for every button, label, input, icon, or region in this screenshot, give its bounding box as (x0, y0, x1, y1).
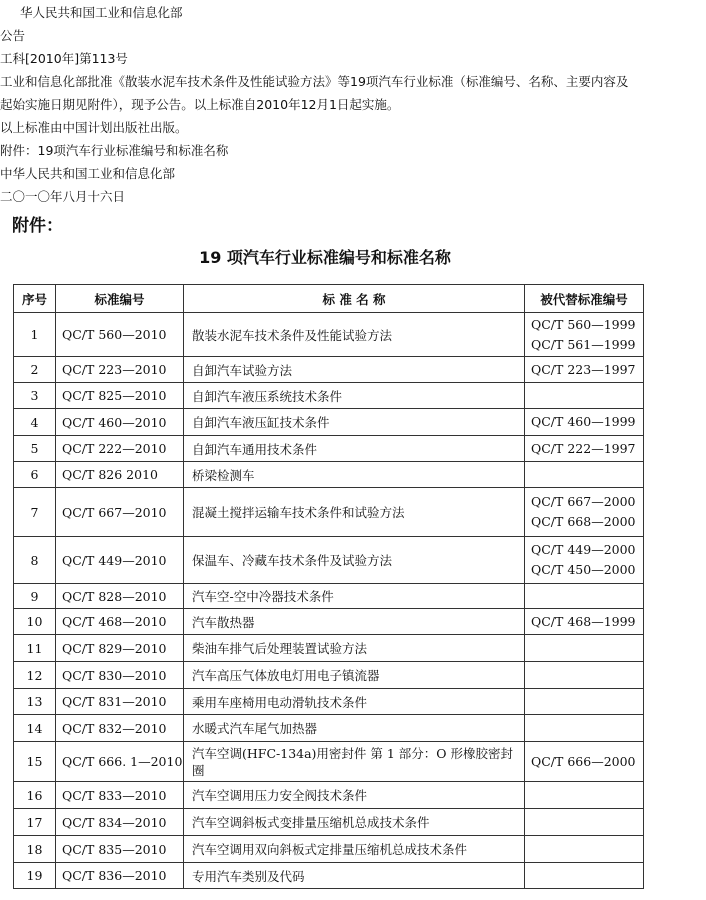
table-row (14, 863, 644, 889)
standard-name: 乘用车座椅用电动滑轨技术条件 (184, 689, 525, 715)
table-row (14, 436, 644, 462)
date-line: 二〇一〇年八月十六日 (0, 189, 126, 204)
row-number: 5 (14, 436, 56, 462)
row-number: 14 (14, 715, 56, 742)
table-row (14, 462, 644, 488)
standard-code: QC/T 222—2010 (56, 436, 184, 462)
row-number: 4 (14, 409, 56, 436)
replaced-standards (525, 357, 644, 383)
row-number: 18 (14, 836, 56, 863)
standard-code: QC/T 836—2010 (56, 863, 184, 889)
table-row (14, 782, 644, 809)
replaced-standards (525, 488, 644, 537)
replaced-standard-code: QC/T 561—1999 (531, 336, 636, 352)
table-row (14, 383, 644, 409)
row-number: 19 (14, 863, 56, 889)
standard-code: QC/T 825—2010 (56, 383, 184, 409)
table-row (14, 809, 644, 836)
table-row (14, 836, 644, 863)
replaced-standard-code: QC/T 222—1997 (531, 440, 636, 456)
standard-code: QC/T 828—2010 (56, 584, 184, 609)
standard-name: 汽车空调斜板式变排量压缩机总成技术条件 (184, 809, 525, 836)
standard-code: QC/T 833—2010 (56, 782, 184, 809)
row-number: 12 (14, 662, 56, 689)
table-row (14, 742, 644, 782)
standard-name: 汽车空调用压力安全阀技术条件 (184, 782, 525, 809)
row-number: 1 (14, 313, 56, 357)
standard-name: 保温车、冷藏车技术条件及试验方法 (184, 537, 525, 584)
table-row (14, 409, 644, 436)
replaced-standard-code: QC/T 468—1999 (531, 613, 636, 629)
body-line-1: 工业和信息化部批准《散装水泥车技术条件及性能试验方法》等19项汽车行业标准（标准编号、名称、主要内容及 (0, 74, 629, 89)
replaced-standards (525, 635, 644, 662)
replaced-standards (525, 436, 644, 462)
table-row (14, 715, 644, 742)
row-number: 13 (14, 689, 56, 715)
table-row (14, 584, 644, 609)
row-number: 9 (14, 584, 56, 609)
standard-name: 汽车高压气体放电灯用电子镇流器 (184, 662, 525, 689)
standard-code: QC/T 830—2010 (56, 662, 184, 689)
standard-name: 散装水泥车技术条件及性能试验方法 (184, 313, 525, 357)
row-number: 8 (14, 537, 56, 584)
row-number: 17 (14, 809, 56, 836)
standard-code: QC/T 832—2010 (56, 715, 184, 742)
announcement-type: 公告 (0, 28, 26, 43)
table-title: 19 项汽车行业标准编号和标准名称 (199, 248, 451, 267)
standard-name: 汽车空-空中冷器技术条件 (184, 584, 525, 609)
header-replaced: 被代替标准编号 (525, 285, 644, 313)
standard-code: QC/T 449—2010 (56, 537, 184, 584)
table-body (14, 313, 644, 889)
replaced-standards (525, 836, 644, 863)
standard-name: 自卸汽车液压系统技术条件 (184, 383, 525, 409)
table-row (14, 635, 644, 662)
row-number: 3 (14, 383, 56, 409)
table-row (14, 488, 644, 537)
standard-name: 桥梁检测车 (184, 462, 525, 488)
table-header-row (14, 285, 644, 313)
table-row (14, 357, 644, 383)
row-number: 16 (14, 782, 56, 809)
replaced-standards (525, 462, 644, 488)
table-row (14, 689, 644, 715)
standard-name: 专用汽车类别及代码 (184, 863, 525, 889)
standard-code: QC/T 223—2010 (56, 357, 184, 383)
replaced-standard-code: QC/T 667—2000 (531, 494, 636, 509)
standard-code: QC/T 468—2010 (56, 609, 184, 635)
standard-name: 自卸汽车试验方法 (184, 357, 525, 383)
standard-code: QC/T 831—2010 (56, 689, 184, 715)
row-number: 10 (14, 609, 56, 635)
replaced-standard-code: QC/T 449—2000 (531, 542, 636, 557)
standard-code: QC/T 666. 1—2010 (56, 742, 184, 782)
table-row (14, 662, 644, 689)
replaced-standards (525, 782, 644, 809)
standard-name: 水暖式汽车尾气加热器 (184, 715, 525, 742)
replaced-standards (525, 742, 644, 782)
header-name: 标 准 名 称 (184, 285, 525, 313)
replaced-standard-code: QC/T 666—2000 (531, 753, 636, 769)
standard-code: QC/T 560—2010 (56, 313, 184, 357)
issuer-line: 华人民共和国工业和信息化部 (20, 5, 183, 20)
replaced-standard-code: QC/T 560—1999 (531, 316, 636, 332)
standard-name: 汽车散热器 (184, 609, 525, 635)
standard-name: 柴油车排气后处理装置试验方法 (184, 635, 525, 662)
standard-name: 自卸汽车液压缸技术条件 (184, 409, 525, 436)
row-number: 7 (14, 488, 56, 537)
standard-name: 汽车空调用双向斜板式定排量压缩机总成技术条件 (184, 836, 525, 863)
replaced-standards (525, 584, 644, 609)
standard-code: QC/T 829—2010 (56, 635, 184, 662)
standard-code: QC/T 826 2010 (56, 462, 184, 488)
replaced-standards (525, 409, 644, 436)
replaced-standard-code: QC/T 460—1999 (531, 414, 636, 429)
body-line-2: 起始实施日期见附件），现予公告。以上标准自2010年12月1日起实施。 (0, 97, 400, 112)
row-number: 11 (14, 635, 56, 662)
replaced-standard-code: QC/T 223—1997 (531, 361, 636, 377)
publisher-line: 以上标准由中国计划出版社出版。 (0, 120, 188, 135)
table-row (14, 609, 644, 635)
standard-code: QC/T 834—2010 (56, 809, 184, 836)
replaced-standards (525, 689, 644, 715)
signer-line: 中华人民共和国工业和信息化部 (0, 166, 176, 181)
standard-code: QC/T 460—2010 (56, 409, 184, 436)
table-row (14, 537, 644, 584)
replaced-standard-code: QC/T 668—2000 (531, 514, 636, 529)
row-number: 15 (14, 742, 56, 782)
standard-name: 自卸汽车通用技术条件 (184, 436, 525, 462)
replaced-standards (525, 313, 644, 357)
replaced-standards (525, 809, 644, 836)
standard-name: 混凝土搅拌运输车技术条件和试验方法 (184, 488, 525, 537)
standard-code: QC/T 667—2010 (56, 488, 184, 537)
header-code: 标准编号 (56, 285, 184, 313)
attachment-line: 附件：19项汽车行业标准编号和标准名称 (0, 143, 229, 158)
standard-code: QC/T 835—2010 (56, 836, 184, 863)
standards-table (13, 284, 644, 889)
header-no: 序号 (14, 285, 56, 313)
replaced-standard-code: QC/T 450—2000 (531, 562, 636, 577)
replaced-standards (525, 537, 644, 584)
table-row (14, 313, 644, 357)
attachment-heading: 附件： (12, 216, 63, 236)
standard-name: 汽车空调(HFC-134a)用密封件 第 1 部分：O 形橡胶密封圈 (184, 742, 525, 782)
replaced-standards (525, 383, 644, 409)
document-number: 工科[2010年]第113号 (0, 51, 128, 66)
row-number: 6 (14, 462, 56, 488)
replaced-standards (525, 863, 644, 889)
row-number: 2 (14, 357, 56, 383)
replaced-standards (525, 609, 644, 635)
replaced-standards (525, 662, 644, 689)
replaced-standards (525, 715, 644, 742)
